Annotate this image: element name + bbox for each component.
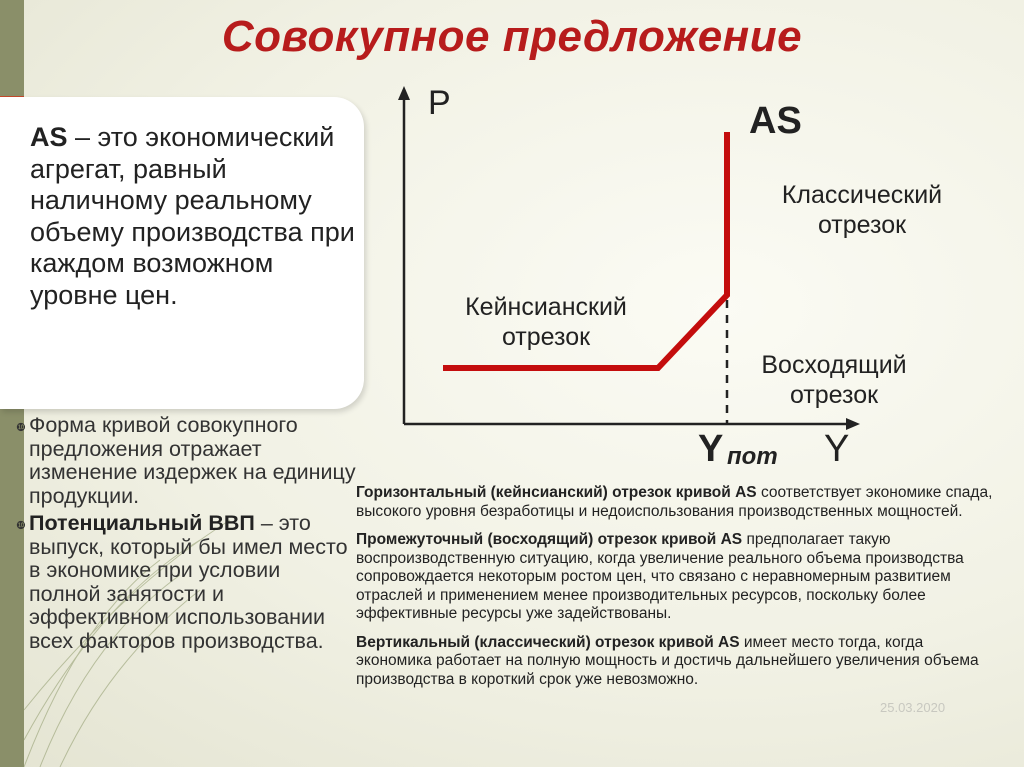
note-text: соответствует экономике спада, высокого уровня безработицы и недоиспользования производственных мощностей.: [356, 484, 993, 520]
bullet-item: [16, 512, 356, 653]
note-heading: Вертикальный (классический) отрезок кривой AS: [356, 633, 740, 651]
ypot-label: Y: [698, 428, 724, 470]
note-intermediate: [356, 531, 996, 624]
y-axis-label: Y: [824, 428, 850, 470]
classic-segment-label: Классический отрезок: [781, 181, 943, 239]
bullet-icon: ❿: [16, 520, 26, 532]
note-text: имеет место тогда, когда экономика работает на полную мощность и достичь дальнейшего увеличения объема производства в короткий срок уже невозможно.: [356, 633, 979, 688]
bullet-text: – это выпуск, который бы имел место в экономике при условии полной занятости и эффективном использовании всех факторов производства.: [29, 511, 348, 653]
bullet-highlight: Потенциальный ВВП: [29, 511, 255, 535]
p-axis-arrow: [398, 86, 410, 100]
notes: [356, 484, 996, 699]
bullet-list: [16, 414, 356, 657]
as-diagram: [380, 80, 980, 480]
as-curve-label: AS: [749, 100, 802, 142]
p-axis-label: P: [428, 84, 451, 122]
bullet-text: Форма кривой совокупного предложения отражает изменение издержек на единицу продукции.: [29, 413, 356, 508]
definition-body: – это экономический агрегат, равный наличному реальному объему производства при каждом возможном уровне цен.: [30, 122, 355, 310]
ypot-subscript: пот: [727, 443, 778, 470]
definition-text: [30, 122, 356, 311]
note-vertical: [356, 634, 996, 690]
note-text: предполагает такую воспроизводственную ситуацию, когда увеличение реального объема производства сопровождается некоторым ростом цен, что связано с неравномерным развитием отраслей и применением менее производительных ресурсов, поскольку более эффективные ресурсы уже задействованы.: [356, 531, 964, 622]
bullet-icon: ❿: [16, 422, 26, 434]
slide-date: 25.03.2020: [880, 700, 946, 715]
definition-term: AS: [30, 122, 68, 152]
bullet-item: [16, 414, 356, 508]
note-horizontal: [356, 484, 996, 521]
note-heading: Горизонтальный (кейнсианский) отрезок кривой AS: [356, 484, 757, 501]
keynes-segment-label: Кейнсианский отрезок: [465, 293, 627, 351]
slide-title: Совокупное предложение: [221, 12, 803, 61]
note-heading: Промежуточный (восходящий) отрезок кривой AS: [356, 531, 743, 548]
rising-segment-label: Восходящий отрезок: [761, 351, 907, 409]
